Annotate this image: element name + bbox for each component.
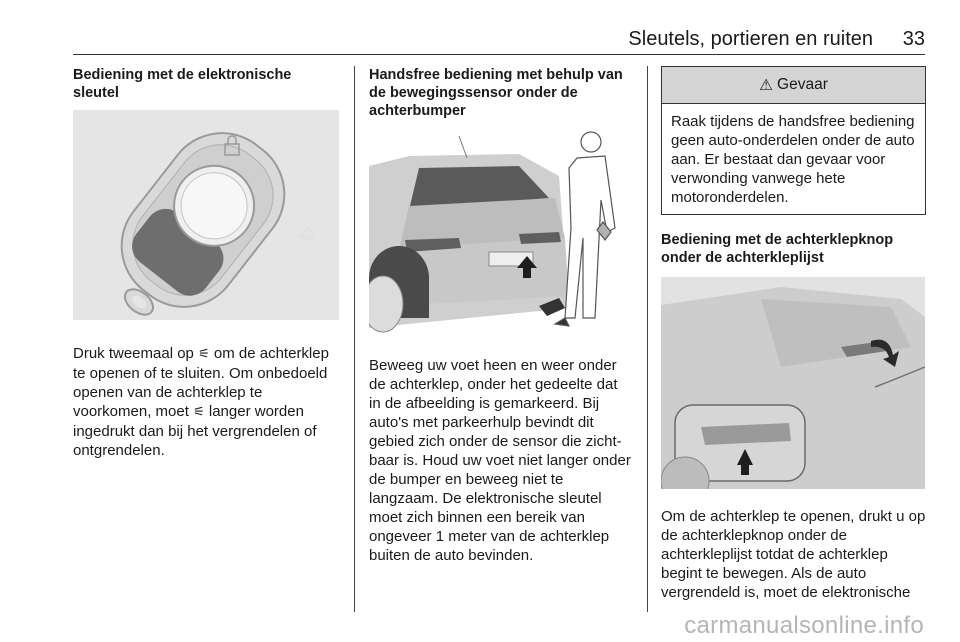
tailgate-symbol-icon: ⚟ [198, 347, 210, 362]
heading-handsfree: Handsfree bediening met behulp van de bewegingssensor onder de achterbumper [369, 67, 623, 119]
tailgate-symbol-icon: ⚟ [193, 405, 205, 420]
heading-electronic-key: Bediening met de elektronische sleutel [73, 67, 292, 101]
column-divider-right [647, 66, 648, 612]
warning-triangle-icon: ⚠ [759, 76, 774, 94]
tailgate-button-drawing [661, 277, 925, 489]
warning-text: Raak tijdens de handsfree bediening geen auto-onderdelen onder de auto aan. Er bestaat dan gevaar voor verwonding vanwege hete motoronderdelen. [671, 113, 915, 206]
column-electronic-key [73, 66, 341, 460]
key-fob-drawing [73, 110, 339, 320]
paragraph-handsfree: Beweeg uw voet heen en weer onder de achterklep, onder het gedeelte dat in de afbeelding is gemarkeerd. Bij auto's met parkeerhulp bevindt dit gebied zich onder de sensor die zichtbaar is. Houd uw voet niet langer onder de bumper en beweeg niet te langzaam. De elektronische sleutel moet zich binnen een bereik van ongeveer 1 meter van de achterklep buiten de auto bevinden. [369, 357, 631, 564]
danger-warning-box [661, 66, 926, 215]
column-tailgate-button [661, 66, 926, 602]
paragraph-tailgate-button: Om de achterklep te openen, drukt u op de achterklepknop onder de achterkleplijst totdat de achterklep begint te bewegen. Als de auto vergrendeld is, moet de elektronische [661, 508, 926, 601]
column-divider-left [354, 66, 355, 612]
warning-title: Gevaar [777, 76, 828, 93]
tailgate-button-illustration [661, 277, 925, 489]
key-fob-illustration [73, 110, 339, 320]
page-header [73, 26, 925, 55]
car-rear-person-drawing [369, 128, 633, 338]
section-title: Sleutels, portieren en ruiten [628, 28, 873, 50]
watermark: carmanualsonline.info [684, 612, 924, 639]
column-handsfree [369, 66, 633, 565]
heading-tailgate-button: Bediening met de achterklepknop onder de achterkleplijst [661, 232, 894, 266]
handsfree-illustration [369, 128, 633, 338]
paragraph-electronic-key: Druk tweemaal op ⚟ om de achterklep te openen of te sluiten. Om onbedoeld openen van de achterklep te voorkomen, moet ⚟ langer worden ingedrukt dan bij het vergrendelen of ontgrendelen. [73, 345, 329, 459]
warning-header [662, 67, 925, 104]
page-number: 33 [902, 28, 925, 50]
